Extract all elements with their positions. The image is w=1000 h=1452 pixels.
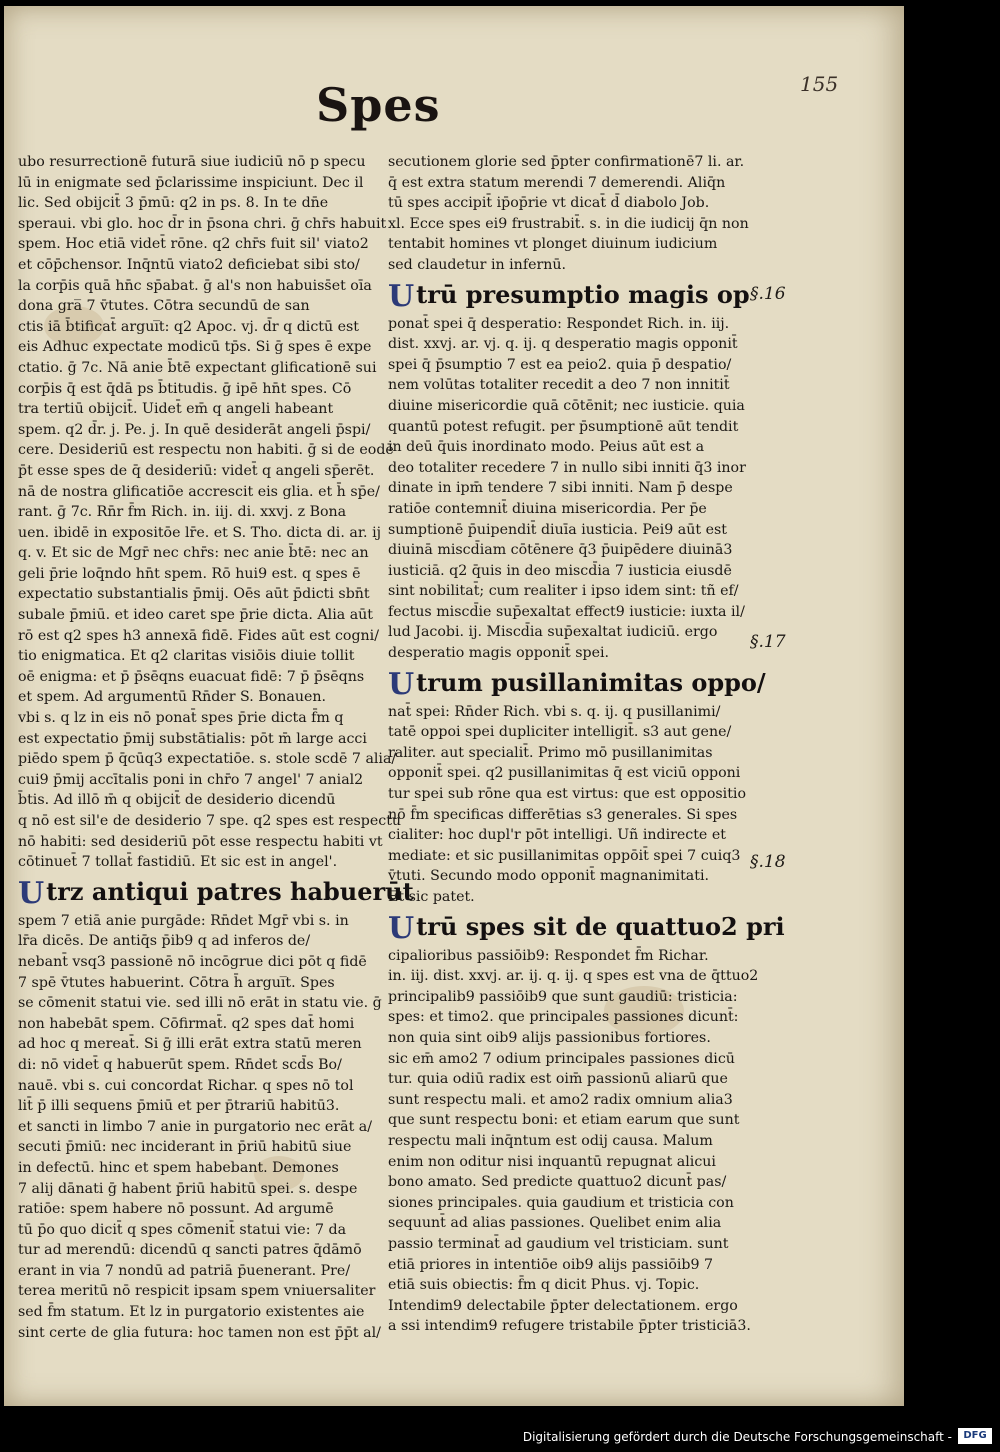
- text-line: uen. ibidē in expositōe lr̄e. et S. Tho. dicta di. ar. ij: [18, 524, 382, 541]
- text-line: erant in via 7 nondū ad patriā p̄uenerant. Pre/: [18, 1262, 351, 1279]
- text-line: subale p̄miū. et ideo caret spe p̄rie dicta. Alia aūt: [18, 607, 374, 624]
- section-heading: [388, 278, 750, 314]
- text-line: cialiter: hoc dupl'r pōt intelligi. Uñ indirecte et: [388, 827, 726, 844]
- text-line: speraui. vbi glo. hoc d̄r in p̄sona chri. ḡ chr̄s habuit: [18, 215, 387, 232]
- text-line: et cōp̄chensor. Inq̄ntū viato2 deficiebat sibi sto/: [18, 256, 360, 273]
- text-line: nem volūtas totaliter recedit a deo 7 non innitit̄: [388, 377, 730, 394]
- text-line: sumptionē p̄uipendit̄ diuīa iusticia. Pei9 aūt est: [388, 521, 727, 538]
- text-line: principalib9 passiōib9 que sunt gaudiū: tristicia:: [388, 988, 738, 1005]
- text-line: sint nobilitat̄; cum realiter i ipso idem sint: tñ ef/: [388, 583, 739, 600]
- text-line: ratiōe: spem habere nō possunt. Ad argumē: [18, 1201, 334, 1218]
- text-line: corp̄is q̄ est q̄dā ps b̄titudis. ḡ ipē hn̄t spes. Cō: [18, 380, 352, 397]
- text-line: secutionem glorie sed p̄pter confirmationē7 li. ar.: [388, 154, 745, 170]
- text-line: vbi s. q lz in eis nō ponat̄ spes p̄rie dicta f̄m q: [18, 710, 344, 727]
- section-heading: [18, 875, 414, 911]
- text-line: in defectū. hinc et spem habebant. Demones: [18, 1159, 339, 1176]
- rubric-initial: U: [388, 910, 415, 946]
- text-line: desperatio magis opponit̄ spei.: [388, 645, 610, 662]
- text-line: respectu mali inq̄ntum est odij causa. Malum: [388, 1132, 713, 1149]
- text-line: tū spes accipit̄ ip̄op̄rie vt dicat̄ d̄ diabolo Job.: [388, 195, 710, 212]
- text-line: tū p̄o quo dicit̄ q spes cōmenit̄ statui vie: 7 da: [18, 1221, 347, 1238]
- text-line: terea meritū nō respicit ipsam spem vniuersaliter: [18, 1283, 376, 1300]
- text-line: cui9 p̄mij accītalis poni in chr̄o 7 angel' 7 anial2: [18, 771, 364, 788]
- rubric-initial: U: [18, 875, 45, 911]
- text-line: spem 7 etiā anie purgāde: Rn̄det Mgr̄ vbi s. in: [18, 912, 349, 929]
- text-line: oē enigma: et p̄ p̄sēqns euacuat fidē: 7 p̄ p̄sēqns: [18, 668, 365, 685]
- text-line: 7 alij dānati ḡ habent p̄riū habitū spei. s. despe: [18, 1180, 358, 1197]
- text-line: tra tertiū obijcit̄. Uidet̄ em̄ q angeli habeant: [18, 401, 334, 418]
- text-line: tur ad merendū: dicendū q sancti patres q̄dāmō: [18, 1242, 362, 1259]
- text-line: siones principales. quia gaudium et tristicia con: [388, 1194, 734, 1211]
- text-line: opponit̄ spei. q2 pusillanimitas q̄ est viciū opponi: [388, 765, 741, 782]
- text-line: sint certe de glia futura: hoc tamen non est p̄p̄t al/: [18, 1324, 381, 1341]
- text-line: cōtinuet̄ 7 tollat̄ fastidiū. Et sic est in angel'.: [18, 854, 338, 871]
- text-line: lic. Sed obijcit̄ 3 p̄mū: q2 in ps. 8. In te dn̄e: [18, 195, 329, 212]
- rubric-initial: U: [388, 666, 415, 702]
- text-line: lud Jacobi. ij. Miscd̄ia sup̄exaltat iudiciū. ergo: [388, 624, 718, 641]
- text-line: q. v. Et sic de Mgr̄ nec chr̄s: nec anie b̄tē: nec an: [18, 545, 369, 562]
- page-scan: [4, 6, 904, 1406]
- text-line: quantū potest refugit. per p̄sumptionē aūt tendit: [388, 418, 739, 435]
- text-line: enim non oditur nisi inquantū repugnat alicui: [388, 1153, 716, 1170]
- text-line: rant. ḡ 7c. Rn̄r f̄m Rich. in. iij. di. xxvj. z Bona: [18, 504, 347, 521]
- text-line: bono amato. Sed predicte quattuo2 dicunt̄ pas/: [388, 1174, 727, 1191]
- text-line: tur spei sub rōne qua est virtus: que est oppositio: [388, 786, 746, 803]
- text-line: sed f̄m statum. Et lz in purgatorio existentes aie: [18, 1304, 365, 1321]
- text-line: spem. q2 d̄r. j. Pe. j. In quē desiderāt angeli p̄spi/: [18, 421, 371, 438]
- text-line: nā de nostra glificatiōe accrescit eis glia. et h̄ sp̄e/: [18, 483, 380, 500]
- text-line: p̄t esse spes de q̄ desideriū: videt̄ q angeli sp̄erēt.: [18, 462, 375, 479]
- heading-text: trū presumptio magis op: [416, 279, 750, 309]
- left-column: [18, 152, 414, 1343]
- text-line: ctis iā b̄tificat̄ argui̅t: q2 Apoc. vj. d̄r q dictū est: [18, 318, 360, 335]
- text-line: mediate: et sic pusillanimitas oppōit̄ spei 7 cuiq3: [388, 847, 741, 864]
- text-line: etiā suis obiectis: f̄m q dicit Phus. vj. Topic.: [388, 1277, 700, 1294]
- text-line: in deū q̄uis inordinato modo. Peius aūt est a: [388, 439, 705, 456]
- section-heading: [388, 666, 766, 702]
- text-line: a ssi intendim9 refugere tristabile p̄pter tristiciā3.: [388, 1318, 751, 1335]
- text-line: b̄tis. Ad illō m̄ q obijcit̄ de desiderio dicendū: [18, 792, 336, 809]
- text-line: lū in enigmate sed p̄clarissime inspiciunt. Dec il: [18, 174, 364, 191]
- section-heading: [388, 910, 785, 946]
- text-line: dinate in ipm̄ tendere 7 sibi inniti. Nam p̄ despe: [388, 480, 733, 497]
- text-line: Intendim9 delectabile p̄pter delectationem. ergo: [388, 1297, 738, 1314]
- text-line: q nō est sil'e de desiderio 7 spe. q2 spes est respectu: [18, 813, 402, 829]
- text-line: diuinā miscd̄iam cōtēnere q̄3 p̄uipēdere diuinā3: [388, 542, 733, 559]
- page-title: Spes: [316, 78, 441, 132]
- text-line: lit̄ p̄ illi sequens p̄miū et per p̄trariū habitū3.: [18, 1098, 340, 1115]
- text-line: geli p̄rie loq̄ndo hn̄t spem. Rō hui9 est. q spes ē: [18, 565, 361, 582]
- text-line: dona gra̅ 7 v̄tutes. Cōtra secundū de san: [18, 298, 310, 315]
- text-line: que sunt respectu boni: et etiam earum que sunt: [388, 1112, 740, 1129]
- text-line: ubo resurrectionē futurā siue iudiciū nō p specu: [18, 154, 366, 170]
- heading-text: trū spes sit de quattuo2 pri: [416, 911, 785, 941]
- margin-note: §.17: [750, 632, 786, 652]
- text-line: fectus miscd̄ie sup̄exaltat effect9 iusticie: iuxta il/: [388, 603, 745, 620]
- text-line: 7 spē v̄tutes habuerint. Cōtra h̄ argui̅t. Spes: [18, 974, 335, 991]
- text-line: sed claudetur in infernū.: [388, 256, 567, 273]
- text-line: spes: et timo2. que principales passiones dicunt̄:: [388, 1009, 739, 1026]
- text-line: et spem. Ad argumentū Rn̄der S. Bonauen.: [18, 689, 327, 706]
- text-line: la corp̄is quā hn̄c sp̄abat. ḡ al's non habuiss̄et oīa: [18, 277, 372, 294]
- text-line: non quia sint oib9 alijs passionibus fortiores.: [388, 1029, 711, 1046]
- heading-text: trum pusillanimitas oppo/: [416, 667, 766, 697]
- text-line: diuine misericordie quā cōtēnit; nec iusticie. quia: [388, 397, 745, 414]
- text-line: Et sic patet.: [388, 889, 475, 905]
- text-line: nat̄ spei: Rn̄der Rich. vbi s. q. ij. q pusillanimi/: [388, 703, 721, 720]
- text-line: se cōmenit statui vie. sed illi nō erāt in statu vie. ḡ: [18, 995, 382, 1012]
- text-line: cipalioribus passiōib9: Respondet f̄m Richar.: [388, 947, 709, 964]
- text-line: raliter. aut specialit̄. Primo mō pusillanimitas: [388, 744, 713, 761]
- text-line: iusticiā. q2 q̄uis in deo miscd̄ia 7 iusticia eiusdē: [388, 562, 732, 579]
- text-line: in. iij. dist. xxvj. ar. ij. q. ij. q spes est vna de q̄ttuo2: [388, 968, 759, 985]
- text-line: ad hoc q mereat̄. Si ḡ illi erāt extra statū meren: [18, 1036, 362, 1053]
- text-line: spem. Hoc etiā videt̄ rōne. q2 chr̄s fuit sil' viato2: [18, 236, 369, 253]
- text-line: piēdo spem p̄ q̄cūq3 expectatiōe. s. stole scdē 7 alia/: [18, 751, 397, 768]
- text-line: eis Adhuc expectate modicū tp̄s. Si ḡ spes ē expe: [18, 339, 372, 356]
- text-line: tentabit homines vt plonget diuinum iudicium: [388, 236, 718, 253]
- text-line: secuti p̄miū: nec inciderant in p̄riū habitū siue: [18, 1139, 352, 1156]
- text-line: di: nō videt̄ q habuerūt spem. Rn̄det scd̄s Bo/: [18, 1056, 342, 1073]
- text-line: ponat̄ spei q̄ desperatio: Respondet Rich. in. iij.: [388, 315, 730, 332]
- text-line: deo totaliter recedere 7 in nullo sibi inniti q̄3 inor: [388, 459, 746, 476]
- text-line: et sancti in limbo 7 anie in purgatorio nec erāt a/: [18, 1118, 373, 1135]
- text-line: nō habiti: sed desideriū pōt esse respectu habiti vt: [18, 833, 383, 850]
- text-line: v̄tuti. Secundo modo opponit̄ magnanimitati.: [388, 868, 710, 885]
- text-line: nō f̄m specificas differētias s3 generales. Si spes: [388, 806, 738, 823]
- text-line: dist. xxvj. ar. vj. q. ij. q desperatio magis opponit̄: [388, 336, 738, 353]
- text-line: sunt respectu mali. et amo2 radix omnium alia3: [388, 1091, 733, 1108]
- footer-credit: Digitalisierung gefördert durch die Deutsche Forschungsgemeinschaft -: [522, 1430, 952, 1444]
- text-line: ctatio. ḡ 7c. Nā anie b̄tē expectant glificationē sui: [18, 359, 377, 376]
- text-line: sequunt̄ ad alias passiones. Quelibet enim alia: [388, 1215, 722, 1232]
- text-line: lr̄a dicēs. De antiq̄s p̄ib9 q ad inferos de/: [18, 933, 311, 950]
- heading-text: trz antiqui patres habuerūt: [46, 876, 414, 906]
- text-line: nauē. vbi s. cui concordat Richar. q spes nō tol: [18, 1077, 354, 1094]
- text-line: etiā priores in intentiōe oib9 alijs passiōib9 7: [388, 1256, 714, 1273]
- text-line: tur. quia odiū radix est oim̄ passionū aliarū que: [388, 1071, 728, 1088]
- margin-note: §.16: [750, 284, 786, 304]
- rubric-initial: U: [388, 278, 415, 314]
- text-line: sic em̄ amo2 7 odium principales passiones dicū: [388, 1050, 735, 1067]
- text-line: tatē oppoi spei dupliciter intelligit̄. s3 aut gene/: [388, 724, 732, 741]
- folio-number: 155: [800, 72, 839, 96]
- text-line: tio enigmatica. Et q2 claritas visiōis diuie tollit: [18, 648, 355, 665]
- margin-note: §.18: [750, 852, 786, 872]
- text-line: passio terminat̄ ad gaudium vel tristiciam. sunt: [388, 1235, 729, 1252]
- text-line: expectatio substantialis p̄mij. Oēs aūt p̄dicti sbn̄t: [18, 586, 370, 603]
- text-line: non habebāt spem. Cōfirmat̄. q2 spes dat̄ homi: [18, 1015, 355, 1032]
- dfg-logo: DFG: [958, 1428, 992, 1444]
- text-line: q̄ est extra statum merendi 7 demerendi. Aliq̄n: [388, 174, 726, 191]
- text-line: est expectatio p̄mij substātialis: pōt m̄ large acci: [18, 730, 367, 747]
- text-line: nebant̄ vsq3 passionē nō incōgrue dici pōt q fidē: [18, 953, 367, 970]
- text-line: cere. Desideriū est respectu non habiti. ḡ si de eodē: [18, 442, 394, 459]
- text-line: spei q̄ p̄sumptio 7 est ea peio2. quia p̄ despatio/: [388, 356, 732, 373]
- text-line: ratiōe contemnit̄ diuina misericordia. Per p̄e: [388, 500, 707, 517]
- text-line: rō est q2 spes h3 annexā fidē. Fides aūt est cogni/: [18, 627, 379, 644]
- text-line: xl. Ecce spes ei9 frustrabit̄. s. in die iudicij q̄n non: [388, 215, 749, 232]
